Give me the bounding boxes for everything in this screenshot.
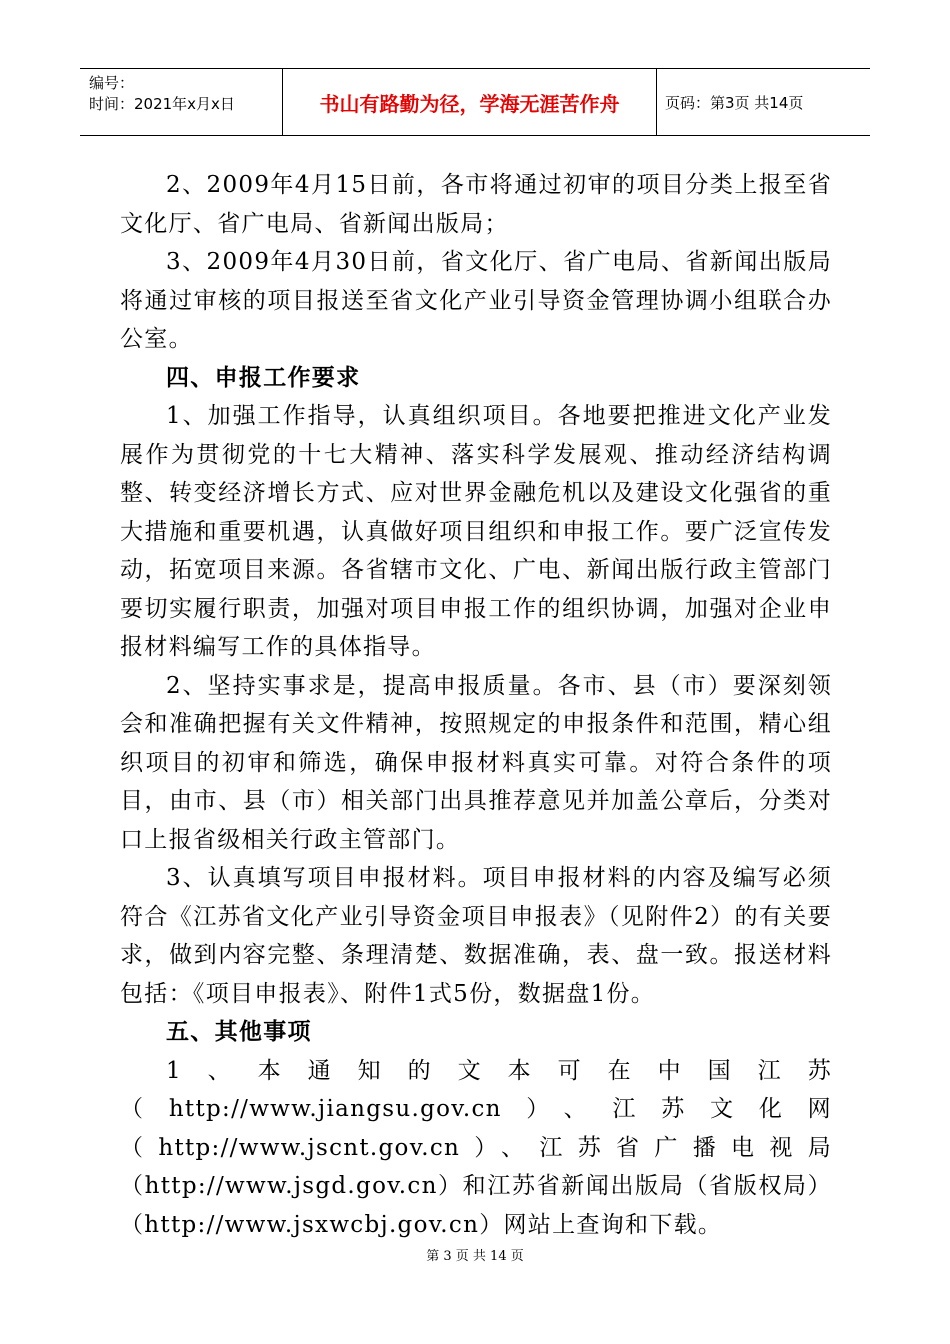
paragraph-deadline-april-15: 2、2009年4月15日前，各市将通过初审的项目分类上报至省文化厅、省广电局、省新闻出版局；: [120, 172, 832, 237]
document-body: [120, 166, 832, 1244]
section-heading-requirements: 四、申报工作要求: [166, 364, 361, 391]
paragraph-other-1: 1、本通知的文本可在中国江苏（http://www.jiangsu.gov.cn）、江苏文化网（http://www.jscnt.gov.cn）、江苏省广播电视局（http://www.jsgd.gov.cn）和江苏省新闻出版局（省版权局）（http://www.jsxwcbj.gov.cn）网站上查询和下载。: [120, 1057, 832, 1238]
paragraph-deadline-april-30: 3、2009年4月30日前，省文化厅、省广电局、省新闻出版局将通过审核的项目报送至省文化产业引导资金管理协调小组联合办公室。: [120, 249, 832, 352]
header-date: 时间：2021年x月x日: [89, 95, 235, 113]
header-motto: 书山有路勤为径，学海无涯苦作舟: [283, 69, 657, 135]
paragraph-requirement-3: 3、认真填写项目申报材料。项目申报材料的内容及编写必须符合《江苏省文化产业引导资金项目申报表》（见附件2）的有关要求，做到内容完整、条理清楚、数据准确，表、盘一致。报送材料包括：《项目申报表》、附件1式5份，数据盘1份。: [120, 865, 832, 1007]
header-meta: [80, 69, 283, 135]
section-heading-other-matters: 五、其他事项: [166, 1019, 312, 1045]
paragraph-requirement-1: 1、加强工作指导，认真组织项目。各地要把推进文化产业发展作为贯彻党的十七大精神、落实科学发展观、推动经济结构调整、转变经济增长方式、应对世界金融危机以及建设文化强省的重大措施和重要机遇，认真做好项目组织和申报工作。要广泛宣传发动，拓宽项目来源。各省辖市文化、广电、新闻出版行政主管部门要切实履行职责，加强对项目申报工作的组织协调，加强对企业申报材料编写工作的具体指导。: [120, 403, 832, 660]
page-header: [80, 68, 870, 136]
header-page-info: 页码：第3页 共14页: [665, 93, 804, 112]
paragraph-requirement-2: 2、坚持实事求是，提高申报质量。各市、县（市）要深刻领会和准确把握有关文件精神，按照规定的申报条件和范围，精心组织项目的初审和筛选，确保申报材料真实可靠。对符合条件的项目，由市、县（市）相关部门出具推荐意见并加盖公章后，分类对口上报省级相关行政主管部门。: [120, 672, 832, 853]
header-number-label: 编号：: [89, 74, 135, 92]
page-footer: 第 3 页 共 14 页: [426, 1249, 524, 1264]
